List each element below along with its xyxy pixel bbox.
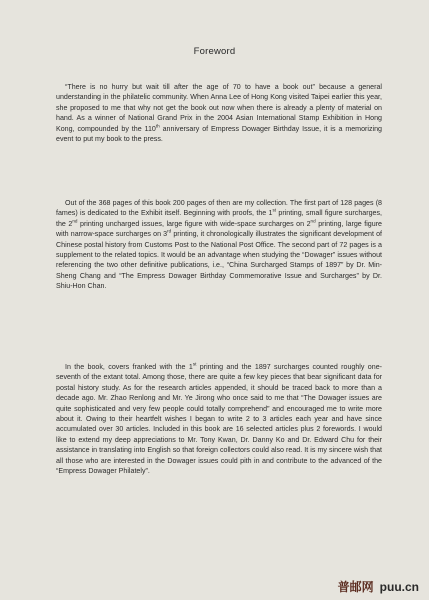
paragraph-text: printing uncharged issues, large figure with wide-space surcharges on 2 xyxy=(77,219,311,228)
ordinal-superscript: rd xyxy=(167,228,172,234)
paragraph-text: “There is no hurry but wait till after the age of 70 to have a book out” because a general understanding in the philatelic community. When Anna Lee of Hong Kong visited Taipei earlier this year, she proposed to me that why not get the book out now when there is already a plenty of material on hand. As a winner of National Grand Prix in the 2004 Asian International Stamp Exhibition in Hong Kong, compounded by the 110 xyxy=(56,83,382,133)
watermark-site-name: 普邮网 xyxy=(337,580,374,594)
paragraph-text: Out of the 368 pages of this book 200 pages of then are my collection. The first part of 128 pages (8 fames) is dedicated to the Exhibit itself. Beginning with proofs, the 1 xyxy=(56,199,382,218)
paragraph-text: printing, large figure with narrow-space surcharges on 3 xyxy=(56,219,383,239)
page-title: Foreword xyxy=(193,46,236,57)
ordinal-superscript: nd xyxy=(310,218,316,224)
paragraph-text: anniversary of Empress Dowager Birthday Issue, it is a memorizing event to put my book to the press. xyxy=(56,124,382,144)
paragraph-text: In the book, covers franked with the 1 xyxy=(65,363,193,371)
paragraph-2 xyxy=(56,198,382,292)
paragraph-1 xyxy=(56,82,382,144)
watermark-url: puu.cn xyxy=(379,580,419,594)
paragraph-text: printing and the 1897 surcharges counted roughly one-seventh of the extant total. Among those, there are quite a few key pieces that bear significant data for postal history study. As for the research articles appended, it should be traced back to more than a decade ago. Mr. Zhao Renlong and Mr. Ye Jirong who once said to me that “The Dowager issues are quite sophisticated and very few people could totally comprehend” and encouraged me to write more about it. Owing to their heartfelt wishes I began to write 2 to 3 articles each year and have since accumulated over 30 articles. Included in this book are 16 selected articles plus 2 forewords. I would like to extend my deep appreciations to Mr. Tony Kwan, Dr. Danny Ko and Dr. Edward Chu for their assistance in translating into English so that foreign collectors could also read. It is my sincere wish that all those who are interested in the Dowager issues could pith in and contribute to the advanced of the “Empress Dowager Philately”. xyxy=(56,363,383,476)
paragraph-text: printing, it chronologically illustrates the significant development of Chinese postal history from Customs Post to the National Post Office. The second part of 72 pages is a supplement to the related topics. It would be an advantage when studying the “Dowager” issues without referencing the two other definitive publications, i.e., “China Surcharged Stamps of 1897” by Dr. Min-Sheng Chang and “The Empress Dowager Birthday Commemorative Issue and Surcharges” by Dr. Shiu-Hon Chan. xyxy=(56,230,382,291)
ordinal-superscript: nd xyxy=(72,218,78,224)
ordinal-superscript: th xyxy=(155,123,160,129)
site-watermark xyxy=(338,578,419,594)
paragraph-text: printing, small figure surcharges, the 2 xyxy=(56,209,382,228)
ordinal-superscript: st xyxy=(272,208,277,214)
ordinal-superscript: st xyxy=(192,361,197,367)
paragraph-3 xyxy=(56,362,382,476)
